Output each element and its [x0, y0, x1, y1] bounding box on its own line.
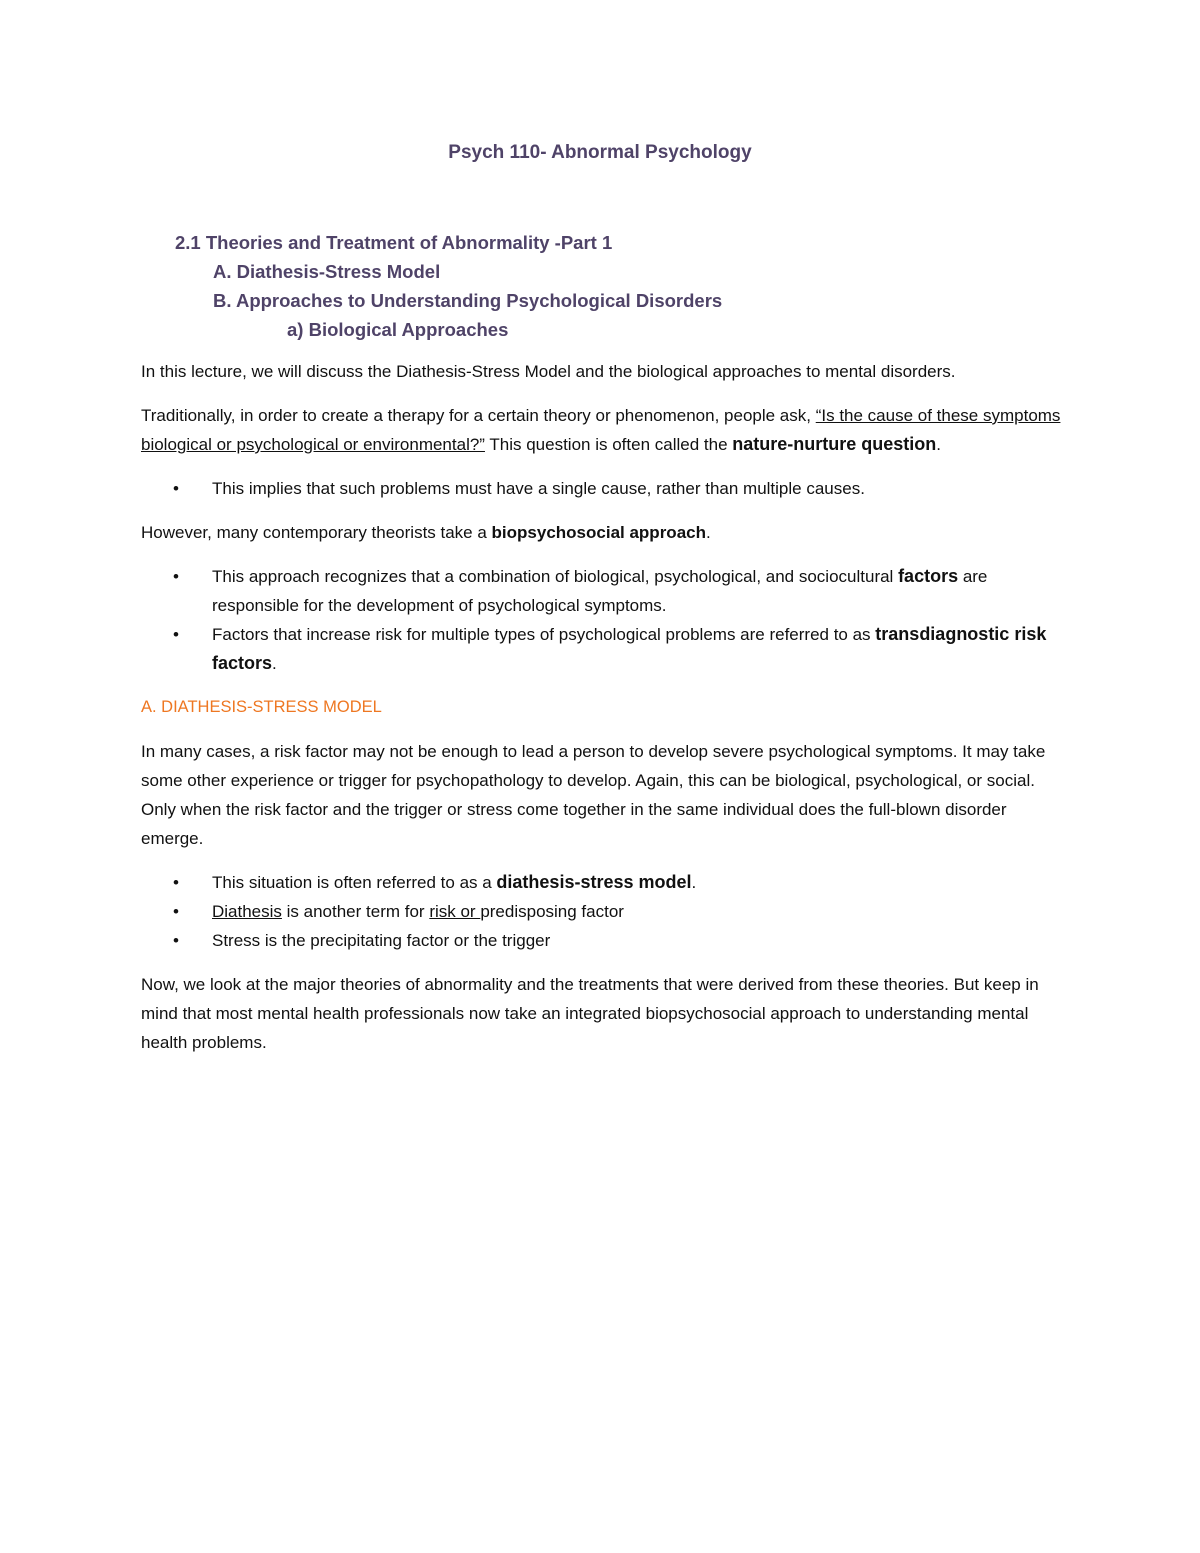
list-item: • This implies that such problems must have a single cause, rather than multiple causes.: [141, 474, 1066, 503]
section-a-paragraph: In many cases, a risk factor may not be enough to lead a person to develop severe psychological symptoms. It may take some other experience or trigger for psychopathology to develop. Again, this can be biological, psychological, or social. Only when the risk factor and the trigger or stress come together in the same individual does the full-blown disorder emerge.: [141, 742, 1046, 848]
diathesis-stress-term: diathesis-stress model: [496, 872, 692, 892]
bullet-icon: •: [173, 902, 179, 921]
traditional-paragraph: Traditionally, in order to create a therapy for a certain theory or phenomenon, people ask, “Is the cause of these symptoms biological or psychological or environmental?” This question is often called the nature-nurture question.: [141, 406, 1061, 454]
list-item: • This approach recognizes that a combination of biological, psychological, and sociocultural factors are responsible for the development of psychological symptoms.: [141, 562, 1066, 620]
transdiagnostic-term: transdiagnostic risk factors: [212, 624, 1047, 673]
factors-term: factors: [898, 566, 959, 586]
traditional-text-2: This question is often called the: [484, 435, 733, 454]
list-item: • This situation is often referred to as a diathesis-stress model.: [141, 868, 1066, 897]
biopsychosocial-term: biopsychosocial approach: [491, 523, 706, 542]
bullet-list-1: [141, 474, 1066, 503]
bullet-list-2: [141, 562, 1066, 678]
diathesis-term: Diathesis: [212, 902, 282, 921]
outline-item-b: B. Approaches to Understanding Psychological Disorders: [213, 290, 723, 311]
intro-paragraph: In this lecture, we will discuss the Diathesis-Stress Model and the biological approaches to mental disorders.: [141, 362, 956, 381]
bullet-list-3: [141, 868, 1066, 955]
outline-subitem-b-a: a) Biological Approaches: [287, 319, 509, 340]
bullet-icon: •: [173, 931, 179, 950]
lecture-outline: [175, 228, 722, 344]
outline-item-a: A. Diathesis-Stress Model: [213, 261, 441, 282]
outline-main-heading: 2.1 Theories and Treatment of Abnormality -Part 1: [175, 232, 613, 253]
list-item: • Diathesis is another term for risk or predisposing factor: [141, 897, 1066, 926]
bullet-icon: •: [173, 479, 179, 498]
document-body: [141, 357, 1066, 1072]
underlined-question: “Is the cause of these symptoms biological or psychological or environmental?”: [141, 406, 1061, 454]
bullet-icon: •: [173, 567, 179, 586]
nature-nurture-term: nature-nurture question: [732, 434, 937, 454]
however-paragraph: However, many contemporary theorists take a biopsychosocial approach.: [141, 523, 711, 542]
bullet-icon: •: [173, 625, 179, 644]
closing-paragraph: Now, we look at the major theories of abnormality and the treatments that were derived from these theories. But keep in mind that most mental health professionals now take an integrated biopsychosocial approach to understanding mental health problems.: [141, 975, 1039, 1052]
section-a-heading: A. DIATHESIS-STRESS MODEL: [141, 698, 382, 716]
document-title: Psych 110- Abnormal Psychology: [448, 142, 752, 163]
bullet-icon: •: [173, 873, 179, 892]
list-item: • Stress is the precipitating factor or the trigger: [141, 926, 1066, 955]
risk-or-text: risk or: [429, 902, 481, 921]
traditional-text: Traditionally, in order to create a therapy for a certain theory or phenomenon, people ask,: [141, 406, 816, 425]
list-item: • Factors that increase risk for multiple types of psychological problems are referred to as transdiagnostic risk factors.: [141, 620, 1066, 678]
